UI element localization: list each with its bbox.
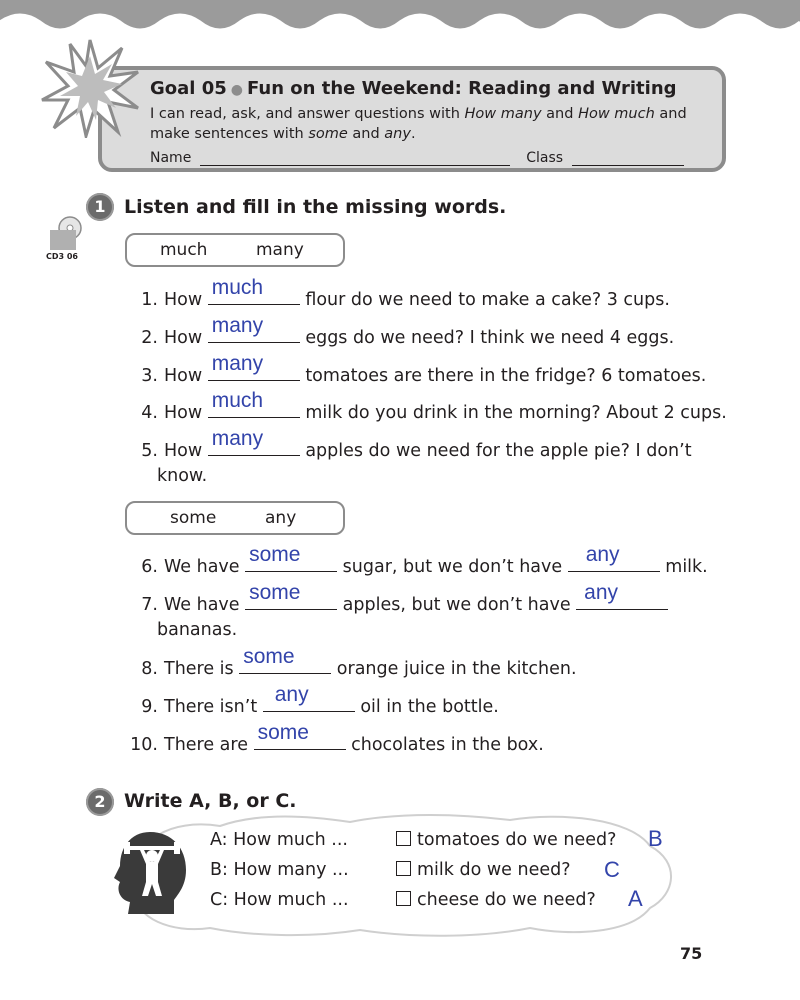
list-item-continued: know. [157,466,208,486]
word-many: many [256,240,304,260]
name-label: Name [150,150,192,166]
section-2-number: 2 [86,788,114,816]
question-b: B: How many ... [210,860,349,880]
cd-icon [48,216,82,250]
list-item: 4. How much milk do you drink in the morning? About 2 cups. [141,389,727,423]
answer-blank[interactable] [208,389,300,418]
list-item-continued: bananas. [157,620,238,640]
answer-blank[interactable] [208,352,300,381]
answer-blank[interactable] [254,721,346,750]
name-field[interactable] [200,165,510,166]
goal-label: Goal 05 [150,78,227,99]
question-c: C: How much ... [210,890,349,910]
list-item: 10. There are some chocolates in the box. [130,721,544,755]
page-number: 75 [680,944,703,963]
answer-blank[interactable] [208,427,300,456]
class-field[interactable] [572,165,684,166]
class-label: Class [526,150,564,166]
bullet-dot-icon: ● [230,82,243,98]
section-1-number: 1 [86,193,114,221]
goal-description: I can read, ask, and answer questions with How many and How much and make sentences with some and any. [150,106,687,142]
head-strength-icon [112,830,188,914]
option-row: milk do we need? [396,860,571,880]
answer-blank[interactable] [576,581,668,610]
option-row: tomatoes do we need? [396,830,616,850]
answer-blank[interactable] [568,543,660,572]
word-some: some [170,508,217,528]
answer-text: any [584,581,619,604]
checkbox[interactable] [396,831,411,846]
list-item: 7. We have some apples, but we don’t have any [130,591,668,618]
list-item: 9. There isn’t any oil in the bottle. [141,683,499,717]
answer-blank[interactable] [245,543,337,572]
goal-heading: Fun on the Weekend: Reading and Writing [247,78,677,99]
word-much: much [160,240,208,260]
answer-text: any [585,543,620,566]
cd-track-label: CD3 06 [46,252,78,261]
section-1-title: Listen and fill in the missing words. [124,196,507,218]
question-a: A: How much ... [210,830,348,850]
answer-blank[interactable] [239,645,331,674]
list-item: 1. How much flour do we need to make a cake? 3 cups. [141,276,670,310]
answer-text: any [274,683,309,706]
list-item: 5. How many apples do we need for the apple pie? I don’t [141,427,692,461]
answer-blank[interactable] [208,276,300,305]
goal-box [98,66,726,172]
answer-text: some [243,645,295,668]
answer-blank[interactable] [263,683,355,712]
option-row: cheese do we need? [396,890,596,910]
list-item: 8. There is some orange juice in the kitchen. [141,645,577,679]
answer-text: much [211,276,264,299]
answer-text: many [211,352,264,375]
name-class-line [150,150,684,166]
answer-text: some [249,581,301,604]
checkbox[interactable] [396,891,411,906]
list-item: 2. How many eggs do we need? I think we need 4 eggs. [141,314,675,348]
checkbox[interactable] [396,861,411,876]
list-item: 6. We have some sugar, but we don’t have any milk. [141,543,708,577]
answer-letter: B [648,826,663,851]
section-2-title: Write A, B, or C. [124,790,297,812]
answer-blank[interactable] [245,581,337,610]
answer-text: many [211,314,264,337]
answer-text: some [257,721,309,744]
word-any: any [265,508,297,528]
answer-blank[interactable] [208,314,300,343]
goal-title [150,78,677,99]
word-box-1 [125,233,345,267]
word-box-2 [125,501,345,535]
answer-letter: C [604,857,620,882]
starburst-icon [40,38,140,138]
answer-text: some [249,543,301,566]
top-wave-border [0,0,800,40]
answer-letter: A [628,886,643,911]
answer-text: much [211,389,264,412]
list-item: 3. How many tomatoes are there in the fridge? 6 tomatoes. [141,352,707,386]
answer-text: many [211,427,264,450]
